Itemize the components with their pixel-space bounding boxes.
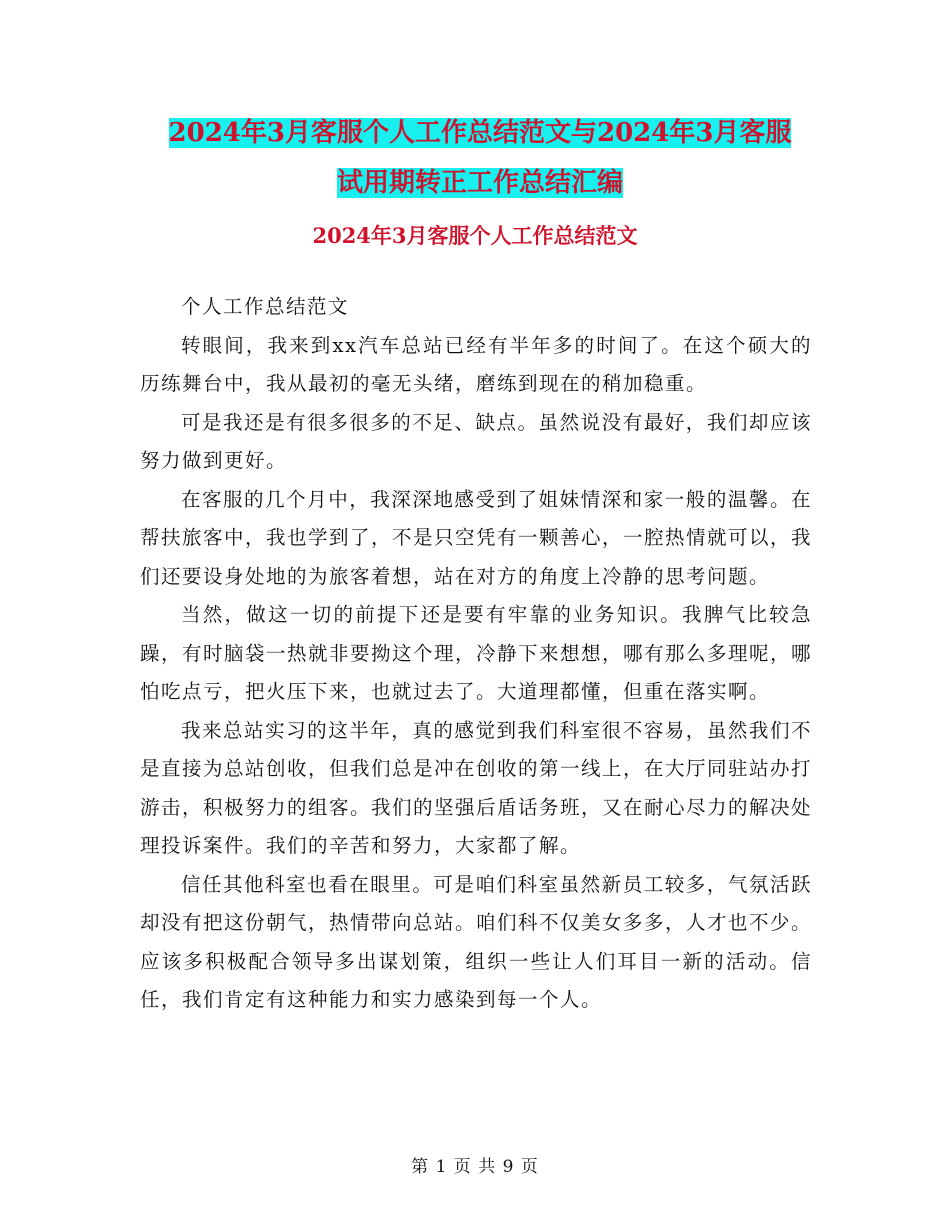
document-title-line-2: 试用期转正工作总结汇编 [336, 168, 623, 198]
page-footer: 第 1 页 共 9 页 [411, 1157, 539, 1177]
section-title: 2024年3月客服个人工作总结范文 [312, 223, 638, 248]
paragraph: 可是我还是有很多很多的不足、缺点。虽然说没有最好，我们却应该努力做到更好。 [140, 410, 812, 472]
paragraph: 个人工作总结范文 [180, 295, 349, 318]
paragraph: 当然，做这一切的前提下还是要有牢靠的业务知识。我脾气比较急躁，有时脑袋一热就非要拗这个理，冷静下来想想，哪有那么多理呢，哪怕吃点亏，把火压下来，也就过去了。大道理都懂，但重在落实啊。 [140, 603, 813, 703]
document-title-line-1: 2024年3月客服个人工作总结范文与2024年3月客服 [168, 118, 792, 148]
paragraph: 转眼间，我来到xx汽车总站已经有半年多的时间了。在这个硕大的历练舞台中，我从最初的毫无头绪，磨练到现在的稍加稳重。 [140, 333, 812, 395]
paragraph: 信任其他科室也看在眼里。可是咱们科室虽然新员工较多，气氛活跃却没有把这份朝气，热情带向总站。咱们科不仅美女多多，人才也不少。应该多积极配合领导多出谋划策，组织一些让人们耳目一新的活动。信任，我们肯定有这种能力和实力感染到每一个人。 [140, 872, 813, 1011]
document-body [140, 288, 812, 1020]
paragraph: 我来总站实习的这半年，真的感觉到我们科室很不容易，虽然我们不是直接为总站创收，但我们总是冲在创收的第一线上，在大厅同驻站办打游击，积极努力的组客。我们的坚强后盾话务班，又在耐心尽力的解决处理投诉案件。我们的辛苦和努力，大家都了解。 [140, 718, 813, 857]
document-title [140, 108, 820, 208]
paragraph: 在客服的几个月中，我深深地感受到了姐妹情深和家一般的温馨。在帮扶旅客中，我也学到了，不是只空凭有一颗善心，一腔热情就可以，我们还要设身处地的为旅客着想，站在对方的角度上冷静的思考问题。 [140, 487, 813, 588]
